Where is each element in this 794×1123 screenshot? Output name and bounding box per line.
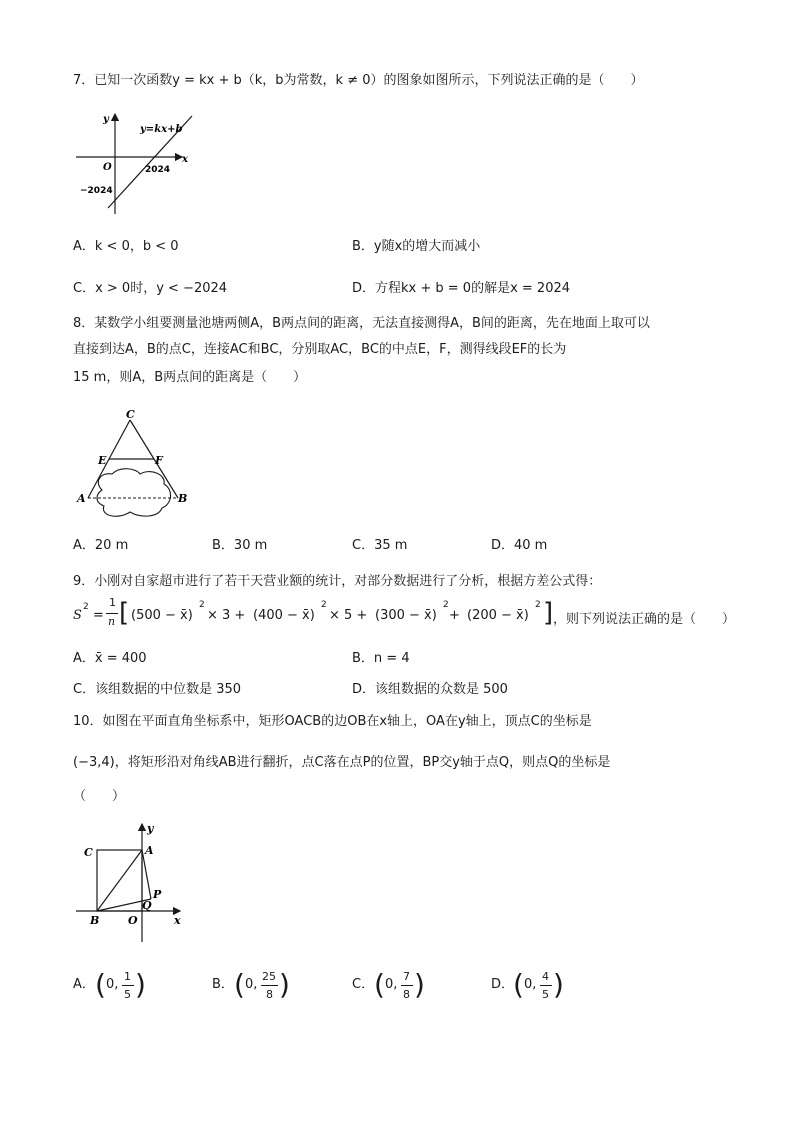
q8-pond-figure — [74, 408, 194, 523]
q7-option-c[interactable]: C．x > 0时，y < −2024 — [73, 281, 228, 296]
q10-segment-ap — [142, 850, 151, 899]
q10-option-c-letter: C． — [352, 977, 375, 992]
q7-y-intercept-label: −2024 — [80, 186, 113, 196]
q10-label-o: O — [128, 914, 138, 927]
q7-graph-figure — [74, 108, 194, 218]
q9-formula-tail: ，则下列说法正确的是（ ） — [553, 612, 736, 627]
q9-coef-1: × 3 + — [207, 608, 246, 623]
q9-option-b[interactable]: B．n = 4 — [352, 651, 410, 666]
q9-option-c[interactable]: C．该组数据的中位数是 350 — [73, 682, 242, 697]
q8-stem-line3: 15 m，则A，B两点间的距离是（ ） — [73, 370, 307, 385]
q10-option-b-letter: B． — [212, 977, 234, 992]
q8-label-a: A — [77, 492, 86, 505]
q10-option-b-denominator: 8 — [266, 988, 273, 1001]
q7-line-label: y=kx+b — [140, 124, 183, 135]
q10-option-a-denominator: 5 — [124, 988, 131, 1001]
q8-pond-outline — [97, 469, 171, 517]
q10-label-b: B — [90, 914, 100, 927]
q9-term-3: (300 − x̄) — [375, 608, 437, 623]
q7-option-b[interactable]: B．y随x的增大而减小 — [352, 239, 481, 254]
q7-option-a[interactable]: A．k < 0，b < 0 — [73, 239, 179, 254]
q8-stem-line1: 8．某数学小组要测量池塘两侧A，B两点间的距离，无法直接测得A，B间的距离，先在地面上取可以 — [73, 316, 650, 331]
q10-option-d-denominator: 5 — [542, 988, 549, 1001]
q10-label-x: x — [174, 914, 181, 927]
q8-option-d[interactable]: D．40 m — [491, 538, 548, 553]
q9-option-a[interactable]: A．x̄ = 400 — [73, 651, 147, 666]
q9-stem: 9．小刚对自家超市进行了若干天营业额的统计，对部分数据进行了分析，根据方差公式得： — [73, 574, 602, 589]
q9-term-4: (200 − x̄) — [467, 608, 529, 623]
q8-label-e: E — [98, 454, 107, 467]
q8-stem-line2: 直接到达A，B的点C，连接AC和BC，分别取AC，BC的中点E，F，测得线段EF的长为 — [73, 342, 567, 357]
q7-stem: 7．已知一次函数y = kx + b（k，b为常数，k ≠ 0）的图象如图所示，下列说法正确的是（ ） — [73, 73, 644, 88]
q9-option-d[interactable]: D．该组数据的众数是 500 — [352, 682, 508, 697]
q10-option-c-numerator: 7 — [403, 970, 410, 983]
q7-option-d[interactable]: D．方程kx + b = 0的解是x = 2024 — [352, 281, 571, 296]
q10-stem-line1: 10．如图在平面直角坐标系中，矩形OACB的边OB在x轴上，OA在y轴上，顶点C的坐标是 — [73, 714, 592, 729]
q9-term-2: (400 − x̄) — [253, 608, 315, 623]
q10-stem-line2: (−3,4)，将矩形沿对角线AB进行翻折，点C落在点P的位置，BP交y轴于点Q，则点Q的坐标是 — [73, 755, 611, 770]
q7-y-label: y — [103, 114, 109, 125]
q9-coef-2: × 5 + — [329, 608, 368, 623]
q8-option-b[interactable]: B．30 m — [212, 538, 268, 553]
q8-option-c[interactable]: C．35 m — [352, 538, 408, 553]
q10-option-d-numerator: 4 — [542, 970, 549, 983]
q10-option-c-denominator: 8 — [403, 988, 410, 1001]
q8-label-c: C — [126, 408, 135, 421]
q10-label-a: A — [145, 844, 154, 857]
q10-diagonal-ab — [97, 850, 142, 911]
q7-origin-label: O — [103, 162, 112, 173]
q10-label-y: y — [147, 822, 154, 835]
q8-option-a[interactable]: A．20 m — [73, 538, 129, 553]
q7-x-label: x — [182, 154, 188, 165]
q10-label-p: P — [153, 888, 162, 901]
q9-formula-lhs: S — [73, 608, 82, 623]
q9-term-1: (500 − x̄) — [131, 608, 193, 623]
q10-option-a-letter: A． — [73, 977, 95, 992]
q10-label-q: Q — [142, 899, 152, 912]
q10-coordinate-figure — [74, 820, 199, 945]
q10-option-d-letter: D． — [491, 977, 515, 992]
q7-x-intercept-label: 2024 — [145, 165, 171, 175]
q8-label-b: B — [178, 492, 188, 505]
q10-stem-line3: （ ） — [73, 789, 126, 804]
q10-option-b-numerator: 25 — [262, 970, 276, 983]
q10-option-a-numerator: 1 — [124, 970, 131, 983]
q10-label-c: C — [84, 846, 93, 859]
q9-variance-formula: S 2 = 1 n [ (500 − x̄) 2 × 3 + (400 − x̄) 2 × 5 + (300 − x̄) 2 + (200 − x̄) 2 ] ，则下列说法正确的是（ ） — [73, 596, 736, 628]
q9-plus-3: + — [449, 608, 460, 623]
q8-label-f: F — [155, 454, 163, 467]
